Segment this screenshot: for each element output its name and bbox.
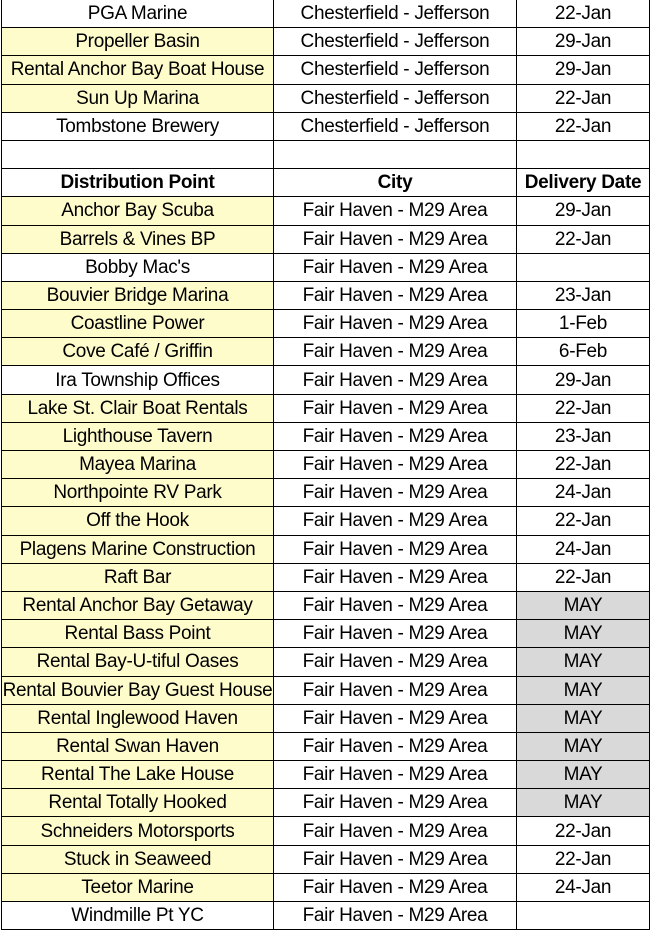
delivery-date-cell[interactable]: 24-Jan [517,873,650,901]
distribution-point-cell[interactable]: Lighthouse Tavern [2,422,274,450]
delivery-date-cell[interactable]: 22-Jan [517,225,650,253]
distribution-point-cell[interactable]: Sun Up Marina [2,84,274,112]
city-cell[interactable]: Fair Haven - M29 Area [274,535,517,563]
city-cell[interactable]: Fair Haven - M29 Area [274,310,517,338]
delivery-date-cell[interactable]: 6-Feb [517,338,650,366]
city-cell[interactable]: Fair Haven - M29 Area [274,676,517,704]
table-row [2,676,650,704]
city-cell[interactable]: Fair Haven - M29 Area [274,620,517,648]
distribution-point-cell[interactable]: Rental Bass Point [2,620,274,648]
header-group [2,169,650,197]
distribution-point-cell[interactable]: Cove Café / Griffin [2,338,274,366]
city-cell[interactable]: Chesterfield - Jefferson [274,0,517,28]
distribution-point-cell[interactable]: Propeller Basin [2,28,274,56]
delivery-date-cell[interactable]: 1-Feb [517,310,650,338]
distribution-point-cell[interactable]: Mayea Marina [2,451,274,479]
distribution-point-cell[interactable]: Rental Anchor Bay Getaway [2,591,274,619]
city-cell[interactable]: Fair Haven - M29 Area [274,648,517,676]
distribution-point-cell[interactable]: Bobby Mac's [2,253,274,281]
distribution-point-cell[interactable]: Teetor Marine [2,873,274,901]
city-cell[interactable]: Fair Haven - M29 Area [274,197,517,225]
blank-cell[interactable] [274,140,517,168]
delivery-date-cell[interactable] [517,902,650,930]
table-row [2,591,650,619]
spacer-group [2,140,650,168]
city-cell[interactable]: Chesterfield - Jefferson [274,56,517,84]
table-row [2,507,650,535]
blank-cell[interactable] [2,140,274,168]
city-cell[interactable]: Fair Haven - M29 Area [274,507,517,535]
distribution-point-cell[interactable]: Ira Township Offices [2,366,274,394]
city-cell[interactable]: Fair Haven - M29 Area [274,902,517,930]
city-cell[interactable]: Fair Haven - M29 Area [274,563,517,591]
delivery-date-cell[interactable]: MAY [517,620,650,648]
distribution-point-cell[interactable]: Tombstone Brewery [2,112,274,140]
delivery-date-cell[interactable]: 22-Jan [517,394,650,422]
delivery-date-cell[interactable]: 29-Jan [517,366,650,394]
city-cell[interactable]: Fair Haven - M29 Area [274,591,517,619]
city-cell[interactable]: Chesterfield - Jefferson [274,84,517,112]
distribution-point-cell[interactable]: Coastline Power [2,310,274,338]
table-row [2,704,650,732]
delivery-date-cell[interactable]: MAY [517,789,650,817]
city-cell[interactable]: Fair Haven - M29 Area [274,845,517,873]
table-row [2,761,650,789]
table-row [2,873,650,901]
table-row [2,732,650,760]
distribution-point-cell[interactable]: Rental The Lake House [2,761,274,789]
header-distribution-point[interactable]: Distribution Point [2,169,274,197]
table-row [2,535,650,563]
delivery-date-cell[interactable] [517,253,650,281]
delivery-date-cell[interactable]: 22-Jan [517,0,650,28]
city-cell[interactable]: Fair Haven - M29 Area [274,281,517,309]
distribution-point-cell[interactable]: Schneiders Motorsports [2,817,274,845]
table-row [2,789,650,817]
city-cell[interactable]: Fair Haven - M29 Area [274,704,517,732]
delivery-date-cell[interactable]: 23-Jan [517,422,650,450]
delivery-date-cell[interactable]: 29-Jan [517,197,650,225]
header-delivery-date[interactable]: Delivery Date [517,169,650,197]
distribution-point-cell[interactable]: Rental Totally Hooked [2,789,274,817]
delivery-date-cell[interactable]: 22-Jan [517,112,650,140]
delivery-date-cell[interactable]: MAY [517,648,650,676]
table-row [2,563,650,591]
city-cell[interactable]: Fair Haven - M29 Area [274,732,517,760]
distribution-point-cell[interactable]: Northpointe RV Park [2,479,274,507]
delivery-date-cell[interactable]: 22-Jan [517,817,650,845]
distribution-point-cell[interactable]: Bouvier Bridge Marina [2,281,274,309]
delivery-date-cell[interactable]: 24-Jan [517,479,650,507]
distribution-point-cell[interactable]: Stuck in Seaweed [2,845,274,873]
blank-cell[interactable] [517,140,650,168]
city-cell[interactable]: Fair Haven - M29 Area [274,422,517,450]
city-cell[interactable]: Chesterfield - Jefferson [274,112,517,140]
table-row [2,84,650,112]
distribution-point-cell[interactable]: Rental Bouvier Bay Guest House [2,676,274,704]
header-row [2,169,650,197]
top-rows-group [2,0,650,140]
city-cell[interactable]: Chesterfield - Jefferson [274,28,517,56]
delivery-date-cell[interactable]: MAY [517,732,650,760]
delivery-date-cell[interactable]: 23-Jan [517,281,650,309]
table-row [2,817,650,845]
delivery-date-cell[interactable]: MAY [517,676,650,704]
delivery-date-cell[interactable]: MAY [517,761,650,789]
distribution-point-cell[interactable]: Anchor Bay Scuba [2,197,274,225]
city-cell[interactable]: Fair Haven - M29 Area [274,451,517,479]
distribution-point-cell[interactable]: Rental Swan Haven [2,732,274,760]
distribution-point-cell[interactable]: Barrels & Vines BP [2,225,274,253]
city-cell[interactable]: Fair Haven - M29 Area [274,761,517,789]
table-row [2,225,650,253]
table-row [2,338,650,366]
table-row [2,281,650,309]
table-row [2,451,650,479]
distribution-table [1,0,650,930]
city-cell[interactable]: Fair Haven - M29 Area [274,366,517,394]
table-row [2,28,650,56]
delivery-date-cell[interactable]: MAY [517,591,650,619]
delivery-date-cell[interactable]: 29-Jan [517,56,650,84]
table-row [2,422,650,450]
table-row [2,0,650,28]
table-row [2,253,650,281]
blank-row [2,140,650,168]
city-cell[interactable]: Fair Haven - M29 Area [274,253,517,281]
delivery-date-cell[interactable]: 24-Jan [517,535,650,563]
delivery-date-cell[interactable]: 22-Jan [517,451,650,479]
distribution-point-cell[interactable]: Off the Hook [2,507,274,535]
distribution-point-cell[interactable]: Rental Inglewood Haven [2,704,274,732]
table-row [2,902,650,930]
table-row [2,620,650,648]
table-row [2,56,650,84]
table-row [2,479,650,507]
distribution-point-cell[interactable]: Rental Anchor Bay Boat House [2,56,274,84]
table-row [2,366,650,394]
fair-haven-rows-group [2,197,650,930]
city-cell[interactable]: Fair Haven - M29 Area [274,225,517,253]
delivery-date-cell[interactable]: 29-Jan [517,28,650,56]
distribution-point-cell[interactable]: Raft Bar [2,563,274,591]
city-cell[interactable]: Fair Haven - M29 Area [274,873,517,901]
table-row [2,112,650,140]
delivery-date-cell[interactable]: 22-Jan [517,845,650,873]
table-row [2,394,650,422]
city-cell[interactable]: Fair Haven - M29 Area [274,479,517,507]
distribution-point-cell[interactable]: Windmille Pt YC [2,902,274,930]
distribution-point-cell[interactable]: Rental Bay-U-tiful Oases [2,648,274,676]
table-row [2,648,650,676]
city-cell[interactable]: Fair Haven - M29 Area [274,789,517,817]
distribution-point-cell[interactable]: PGA Marine [2,0,274,28]
city-cell[interactable]: Fair Haven - M29 Area [274,338,517,366]
distribution-point-cell[interactable]: Lake St. Clair Boat Rentals [2,394,274,422]
table-row [2,310,650,338]
header-city[interactable]: City [274,169,517,197]
delivery-date-cell[interactable]: MAY [517,704,650,732]
city-cell[interactable]: Fair Haven - M29 Area [274,394,517,422]
delivery-date-cell[interactable]: 22-Jan [517,563,650,591]
delivery-date-cell[interactable]: 22-Jan [517,507,650,535]
table-row [2,845,650,873]
table-row [2,197,650,225]
city-cell[interactable]: Fair Haven - M29 Area [274,817,517,845]
delivery-date-cell[interactable]: 22-Jan [517,84,650,112]
distribution-point-cell[interactable]: Plagens Marine Construction [2,535,274,563]
